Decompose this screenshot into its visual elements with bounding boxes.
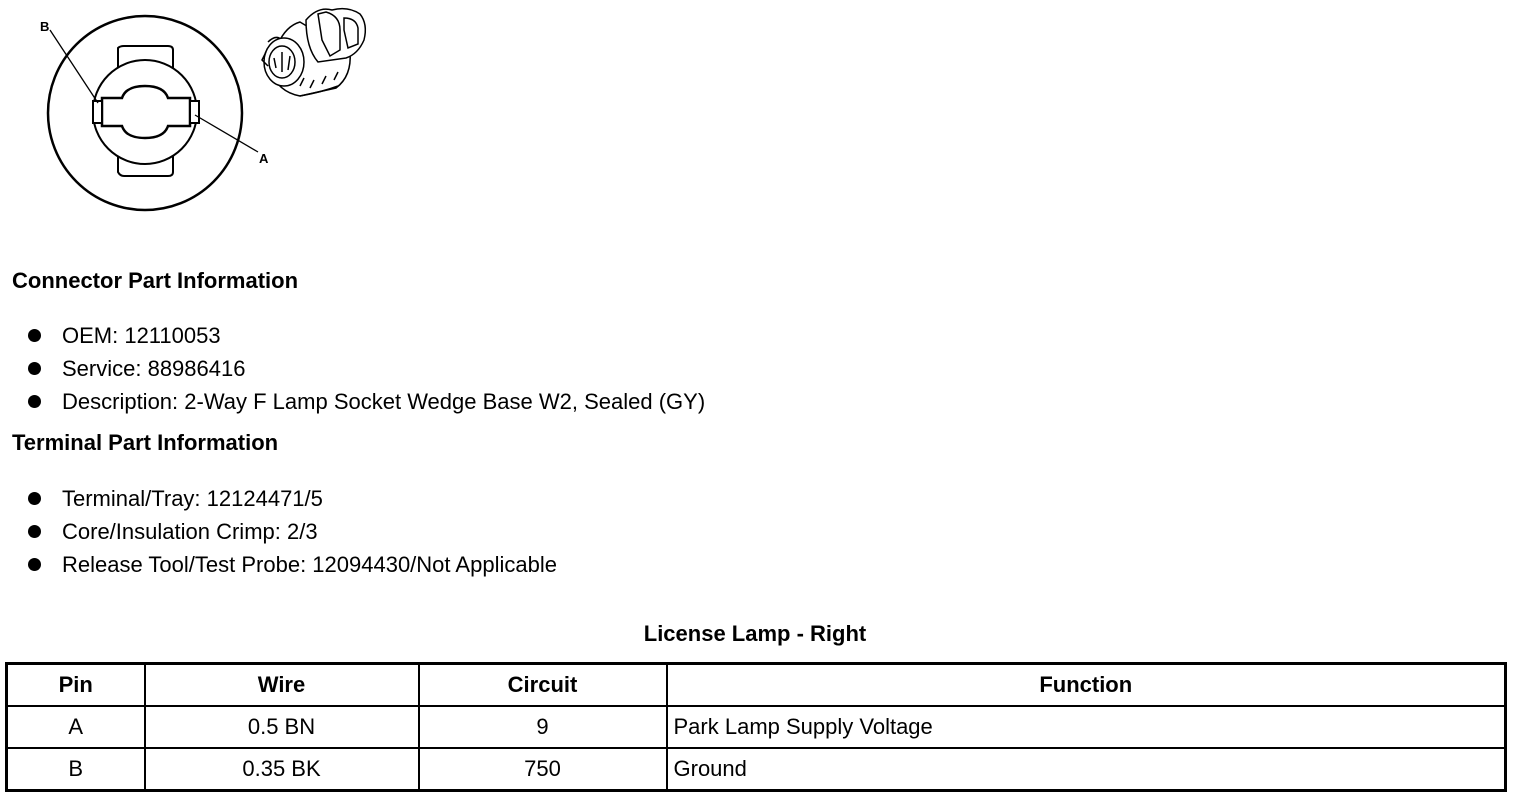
bullet-icon (28, 362, 41, 375)
table-row (7, 748, 1506, 791)
cell-pin: B (7, 748, 145, 791)
list-item-text: Release Tool/Test Probe: 12094430/Not Applicable (62, 552, 557, 577)
bullet-icon (28, 395, 41, 408)
bullet-icon (28, 525, 41, 538)
column-header-pin: Pin (7, 664, 145, 707)
terminal-part-info-heading: Terminal Part Information (12, 430, 279, 455)
list-item-text: OEM: 12110053 (62, 323, 221, 348)
list-item (28, 352, 705, 385)
bullet-icon (28, 492, 41, 505)
cell-circuit: 750 (419, 748, 667, 791)
list-item-text: Service: 88986416 (62, 356, 246, 381)
callout-a-leader (195, 115, 258, 152)
callout-b-label: B (40, 19, 50, 34)
pin-table-title: License Lamp - Right (643, 621, 867, 646)
list-item (28, 515, 557, 548)
callout-a-label: A (259, 151, 269, 166)
connector-face-illustration (0, 0, 400, 220)
list-item (28, 319, 705, 352)
column-header-function: Function (667, 664, 1506, 707)
table-header-row (7, 664, 1506, 707)
terminal-b-slot (93, 101, 102, 123)
pin-table (5, 662, 1507, 792)
cell-function: Ground (667, 748, 1506, 791)
list-item (28, 385, 705, 418)
cell-wire: 0.35 BK (145, 748, 419, 791)
list-item-text: Description: 2-Way F Lamp Socket Wedge Base W2, Sealed (GY) (62, 389, 706, 414)
connector-part-info-list (28, 319, 705, 418)
column-header-wire: Wire (145, 664, 419, 707)
list-item-text: Terminal/Tray: 12124471/5 (62, 486, 323, 511)
connector-part-info-heading: Connector Part Information (12, 268, 299, 293)
cell-wire: 0.5 BN (145, 706, 419, 748)
lamp-socket-3d-icon (262, 9, 365, 96)
cell-circuit: 9 (419, 706, 667, 748)
column-header-circuit: Circuit (419, 664, 667, 707)
callout-b-leader (50, 30, 98, 103)
list-item-text: Core/Insulation Crimp: 2/3 (62, 519, 318, 544)
terminal-part-info-list (28, 482, 557, 581)
list-item (28, 548, 557, 581)
bullet-icon (28, 558, 41, 571)
table-row (7, 706, 1506, 748)
list-item (28, 482, 557, 515)
cell-function: Park Lamp Supply Voltage (667, 706, 1506, 748)
bullet-icon (28, 329, 41, 342)
terminal-a-slot (190, 101, 199, 123)
cell-pin: A (7, 706, 145, 748)
